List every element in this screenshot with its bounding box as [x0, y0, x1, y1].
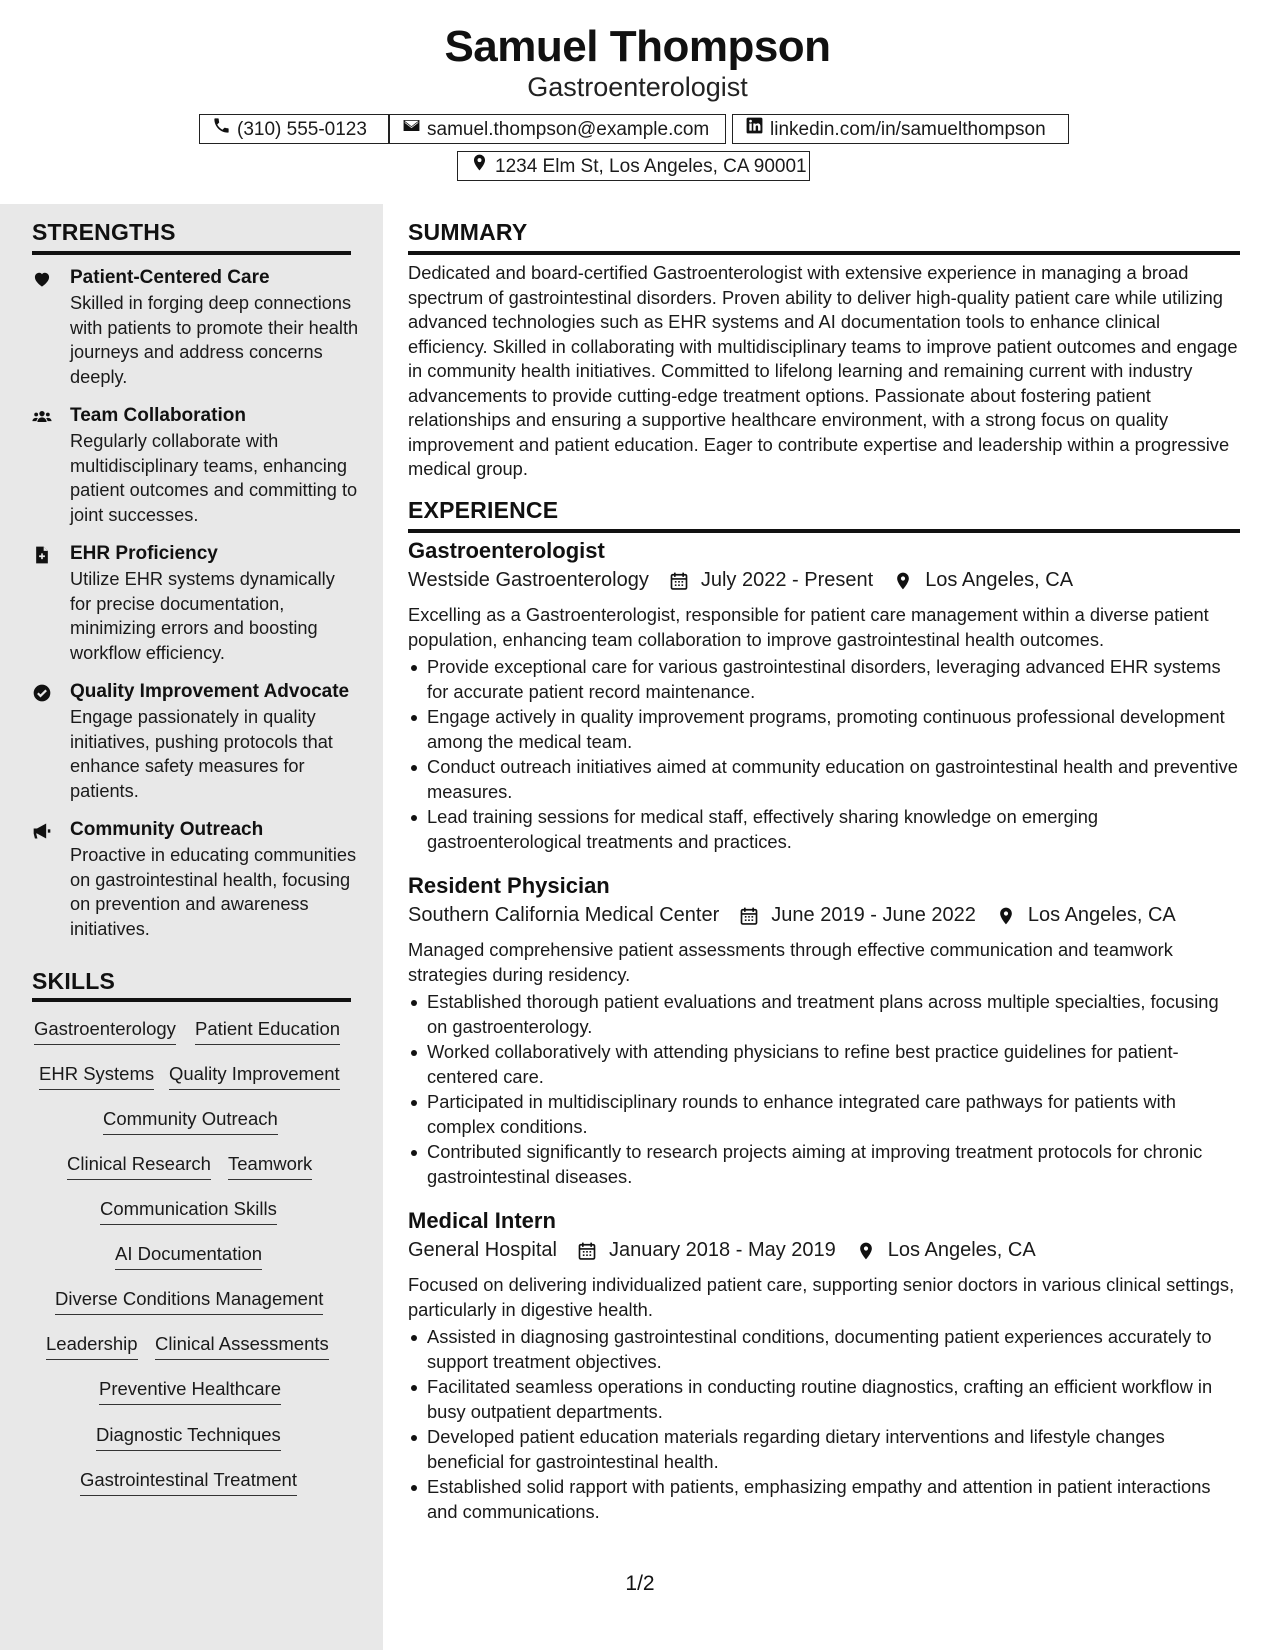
map-pin-icon	[893, 571, 913, 591]
job-bullets	[408, 655, 1240, 855]
strengths-divider	[32, 251, 351, 255]
email-text: samuel.thompson@example.com	[427, 118, 710, 140]
skill-tag: Clinical Research	[67, 1153, 211, 1180]
linkedin-text: linkedin.com/in/samuelthompson	[770, 118, 1046, 140]
job-title: Gastroenterologist	[408, 538, 605, 563]
address-text: 1234 Elm St, Los Angeles, CA 90001	[495, 155, 807, 177]
skill-tag: Leadership	[46, 1333, 138, 1360]
job-bullet: Assisted in diagnosing gastrointestinal conditions, documenting patient experiences accurately to support treatment objectives.	[408, 1325, 1240, 1374]
summary-divider	[408, 251, 1240, 255]
skill-tag: Community Outreach	[103, 1108, 278, 1135]
megaphone-icon	[32, 821, 54, 843]
skill-tag: Quality Improvement	[169, 1063, 340, 1090]
company-name: Westside Gastroenterology	[408, 569, 649, 591]
experience-heading: EXPERIENCE	[408, 497, 559, 523]
skill-tag: EHR Systems	[39, 1063, 154, 1090]
job-description: Focused on delivering individualized patient care, supporting senior doctors in various clinical settings, particularly in digestive health.	[408, 1274, 1235, 1320]
job-dates: June 2019 - June 2022	[771, 904, 976, 926]
strength-title: Quality Improvement Advocate	[70, 681, 350, 702]
job-bullets	[408, 1325, 1240, 1525]
strength-description: Skilled in forging deep connections with patients to promote their health journeys and address concerns deeply.	[70, 293, 359, 387]
skill-tag: Gastrointestinal Treatment	[80, 1469, 297, 1496]
heart-icon	[32, 269, 54, 291]
job-description: Excelling as a Gastroenterologist, responsible for patient care management within a diverse patient population, enhancing team collaboration to improve gastrointestinal health outcomes.	[408, 604, 1209, 650]
job-bullet: Participated in multidisciplinary rounds to enhance integrated care pathways for patients with complex conditions.	[408, 1090, 1240, 1139]
phone-contact[interactable]	[199, 114, 389, 144]
envelope-icon	[402, 116, 421, 143]
experience-divider	[408, 529, 1240, 533]
skills-divider	[32, 998, 351, 1002]
summary-text: Dedicated and board-certified Gastroenterologist with extensive experience in managing a broad spectrum of gastrointestinal disorders. Proven ability to deliver high-quality patient care while utilizing advanced technologies such as EHR systems and AI documentation tools to enhance clinical efficiency. Skilled in collaborating with multidisciplinary teams to improve patient outcomes and engage in community health initiatives. Committed to lifelong learning and remaining current with industry advancements to provide cutting-edge treatment options. Passionate about fostering patient relationships and ensuring a supportive healthcare environment, with a strong focus on quality improvement and patient education. Eager to contribute expertise and leadership within a progressive medical group.	[408, 262, 1238, 479]
job-bullet: Established solid rapport with patients, emphasizing empathy and attention in patient interactions and communications.	[408, 1475, 1240, 1524]
linkedin-contact[interactable]	[732, 114, 1069, 144]
job-meta	[408, 904, 1176, 927]
medical-file-icon	[32, 545, 54, 567]
candidate-name: Samuel Thompson	[444, 22, 831, 71]
strength-description: Engage passionately in quality initiatives, pushing protocols that enhance safety measures for patients.	[70, 707, 333, 801]
calendar-icon	[669, 571, 689, 591]
company-name: General Hospital	[408, 1239, 557, 1261]
strength-title: Patient-Centered Care	[70, 267, 270, 288]
skill-tag: Patient Education	[195, 1018, 340, 1045]
strength-title: EHR Proficiency	[70, 543, 218, 564]
summary-heading: SUMMARY	[408, 219, 528, 245]
job-location: Los Angeles, CA	[925, 569, 1074, 591]
job-bullet: Lead training sessions for medical staff, effectively sharing knowledge on emerging gastroenterological treatments and practices.	[408, 805, 1240, 854]
job-bullet: Conduct outreach initiatives aimed at community education on gastrointestinal health and preventive measures.	[408, 755, 1240, 804]
job-bullets	[408, 990, 1240, 1190]
skills-heading: SKILLS	[32, 968, 115, 994]
strength-description: Regularly collaborate with multidisciplinary teams, enhancing patient outcomes and committing to joint successes.	[70, 431, 358, 525]
job-bullet: Provide exceptional care for various gastrointestinal disorders, leveraging advanced EHR systems for accurate patient record maintenance.	[408, 655, 1240, 704]
skill-tag: Preventive Healthcare	[99, 1378, 281, 1405]
strength-description: Proactive in educating communities on gastrointestinal health, focusing on prevention and awareness initiatives.	[70, 845, 357, 939]
phone-icon	[212, 116, 231, 143]
page-number: 1/2	[625, 1572, 655, 1595]
job-dates: July 2022 - Present	[700, 569, 874, 591]
check-circle-icon	[32, 683, 54, 705]
job-bullet: Engage actively in quality improvement programs, promoting continuous professional development among the medical team.	[408, 705, 1240, 754]
users-icon	[32, 407, 54, 429]
job-bullet: Developed patient education materials regarding dietary interventions and lifestyle changes beneficial for gastrointestinal health.	[408, 1425, 1240, 1474]
skill-tag: Clinical Assessments	[155, 1333, 329, 1360]
job-bullet: Established thorough patient evaluations and treatment plans across multiple specialties, focusing on gastroenterology.	[408, 990, 1240, 1039]
job-dates: January 2018 - May 2019	[608, 1239, 836, 1261]
job-bullet: Contributed significantly to research projects aiming at improving treatment protocols for chronic gastrointestinal diseases.	[408, 1140, 1240, 1189]
address-contact	[457, 151, 810, 181]
strengths-heading: STRENGTHS	[32, 219, 176, 245]
skill-tag: Diagnostic Techniques	[96, 1424, 281, 1451]
job-title: Resident Physician	[408, 873, 610, 898]
calendar-icon	[739, 906, 759, 926]
skill-tag: AI Documentation	[115, 1243, 262, 1270]
map-pin-icon	[470, 153, 489, 180]
strength-title: Community Outreach	[70, 819, 264, 840]
map-pin-icon	[856, 1241, 876, 1261]
skill-tag: Teamwork	[228, 1153, 312, 1180]
strength-description: Utilize EHR systems dynamically for precise documentation, minimizing errors and boosting workflow efficiency.	[70, 569, 335, 663]
company-name: Southern California Medical Center	[408, 904, 720, 926]
candidate-title: Gastroenterologist	[527, 72, 748, 102]
calendar-icon	[577, 1241, 597, 1261]
email-contact[interactable]	[389, 114, 726, 144]
map-pin-icon	[996, 906, 1016, 926]
job-location: Los Angeles, CA	[887, 1239, 1036, 1261]
skill-tag: Diverse Conditions Management	[55, 1288, 323, 1315]
phone-text: (310) 555-0123	[237, 118, 367, 140]
strength-title: Team Collaboration	[70, 405, 246, 426]
job-bullet: Worked collaboratively with attending physicians to refine best practice guidelines for patient-centered care.	[408, 1040, 1240, 1089]
job-bullet: Facilitated seamless operations in conducting routine diagnostics, crafting an efficient workflow in busy outpatient departments.	[408, 1375, 1240, 1424]
skill-tag: Gastroenterology	[34, 1018, 176, 1045]
job-description: Managed comprehensive patient assessments through effective communication and teamwork strategies during residency.	[408, 939, 1173, 985]
linkedin-icon	[745, 116, 764, 143]
job-meta	[408, 1239, 1036, 1262]
resume-header	[0, 0, 1275, 204]
skill-tag: Communication Skills	[100, 1198, 277, 1225]
job-meta	[408, 569, 1073, 592]
job-location: Los Angeles, CA	[1027, 904, 1176, 926]
job-title: Medical Intern	[408, 1208, 556, 1233]
